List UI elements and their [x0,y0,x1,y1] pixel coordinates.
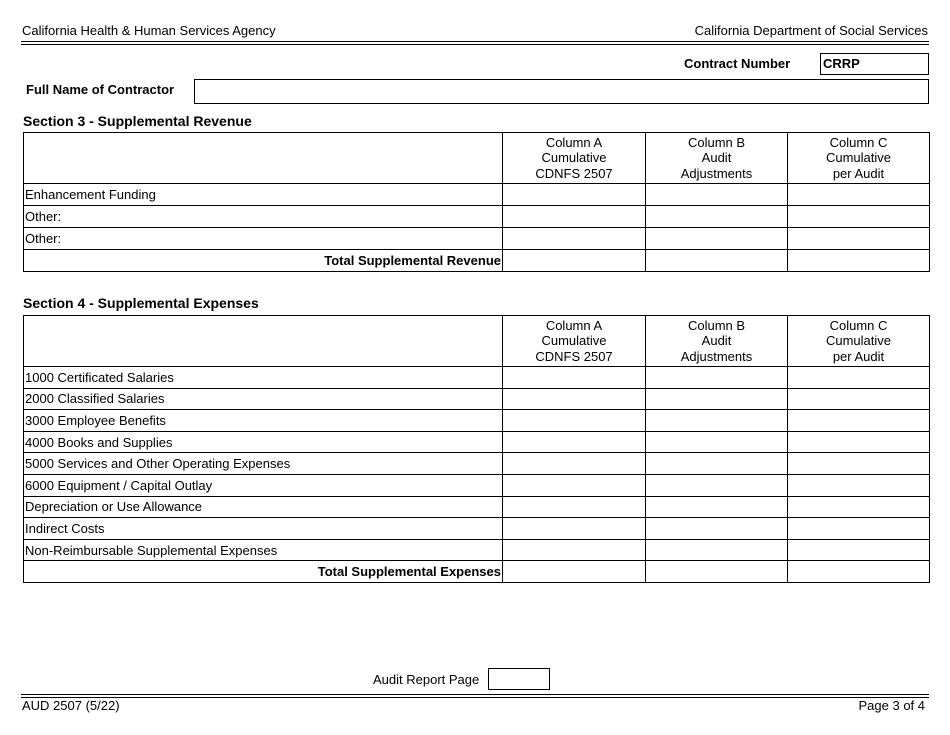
column-a-cell[interactable] [503,431,646,453]
table-row [24,184,930,206]
section4-table [23,315,930,583]
column-c-cell[interactable] [788,388,930,410]
total-row [24,561,930,583]
column-a-header: Column A Cumulative CDNFS 2507 [503,316,646,367]
contract-number-label: Contract Number [684,56,791,71]
column-b-cell[interactable] [646,431,788,453]
column-a-cell[interactable] [503,388,646,410]
column-c-cell[interactable] [788,184,930,206]
header-rule-top [21,41,929,42]
column-c-total[interactable] [788,250,930,272]
column-b-cell[interactable] [646,518,788,540]
column-a-cell[interactable] [503,410,646,432]
column-c-cell[interactable] [788,410,930,432]
column-b-cell[interactable] [646,228,788,250]
total-supplemental-revenue-label: Total Supplemental Revenue [24,250,503,272]
column-a-cell[interactable] [503,453,646,475]
section4-header-blank [24,316,503,367]
column-b-total[interactable] [646,250,788,272]
table-row [24,367,930,389]
section4-title: Section 4 - Supplemental Expenses [23,295,259,311]
row-label: Non-Reimbursable Supplemental Expenses [24,539,503,561]
table-row [24,228,930,250]
total-supplemental-expenses-label: Total Supplemental Expenses [24,561,503,583]
agency-name: California Health & Human Services Agency [22,23,276,38]
total-row [24,250,930,272]
column-a-cell[interactable] [503,367,646,389]
column-c-cell[interactable] [788,367,930,389]
column-b-cell[interactable] [646,539,788,561]
column-a-total[interactable] [503,250,646,272]
column-c-total[interactable] [788,561,930,583]
column-a-cell[interactable] [503,518,646,540]
column-c-cell[interactable] [788,496,930,518]
table-row [24,388,930,410]
table-row [24,539,930,561]
column-a-header: Column A Cumulative CDNFS 2507 [503,133,646,184]
column-c-cell[interactable] [788,431,930,453]
column-b-total[interactable] [646,561,788,583]
audit-report-page-field[interactable] [488,668,550,690]
column-b-cell[interactable] [646,453,788,475]
column-c-cell[interactable] [788,206,930,228]
table-row [24,453,930,475]
column-b-cell[interactable] [646,367,788,389]
contractor-name-label: Full Name of Contractor [26,82,175,97]
column-b-cell[interactable] [646,184,788,206]
row-label: 2000 Classified Salaries [24,388,503,410]
column-c-cell[interactable] [788,453,930,475]
row-label: Other: [24,228,503,250]
column-a-cell[interactable] [503,539,646,561]
row-label: 4000 Books and Supplies [24,431,503,453]
column-b-header: Column B Audit Adjustments [646,316,788,367]
column-b-cell[interactable] [646,206,788,228]
column-c-cell[interactable] [788,518,930,540]
header-rule-bottom [21,44,929,45]
column-c-header: Column C Cumulative per Audit [788,133,930,184]
column-b-cell[interactable] [646,388,788,410]
column-a-cell[interactable] [503,228,646,250]
contractor-name-field[interactable] [194,79,929,104]
row-label: 5000 Services and Other Operating Expenses [24,453,503,475]
column-a-cell[interactable] [503,184,646,206]
page-number: Page 3 of 4 [858,698,925,713]
column-b-cell[interactable] [646,474,788,496]
row-label: 6000 Equipment / Capital Outlay [24,474,503,496]
table-row [24,410,930,432]
table-row [24,518,930,540]
row-label: Depreciation or Use Allowance [24,496,503,518]
table-row [24,206,930,228]
form-id: AUD 2507 (5/22) [22,698,120,713]
table-row [24,496,930,518]
column-a-cell[interactable] [503,496,646,518]
column-c-cell[interactable] [788,474,930,496]
column-a-total[interactable] [503,561,646,583]
footer-rule-top [21,694,929,695]
audit-report-page-label: Audit Report Page [373,672,480,687]
section3-header-blank [24,133,503,184]
table-row [24,431,930,453]
row-label: Enhancement Funding [24,184,503,206]
column-b-cell[interactable] [646,410,788,432]
column-c-cell[interactable] [788,539,930,561]
table-row [24,474,930,496]
column-c-header: Column C Cumulative per Audit [788,316,930,367]
column-a-cell[interactable] [503,206,646,228]
section3-title: Section 3 - Supplemental Revenue [23,113,252,129]
row-label: Other: [24,206,503,228]
row-label: 1000 Certificated Salaries [24,367,503,389]
section3-table [23,132,930,272]
contract-number-field[interactable]: CRRP [820,53,929,75]
row-label: 3000 Employee Benefits [24,410,503,432]
column-a-cell[interactable] [503,474,646,496]
row-label: Indirect Costs [24,518,503,540]
column-b-header: Column B Audit Adjustments [646,133,788,184]
department-name: California Department of Social Services [694,23,928,38]
footer-rule-bottom [21,697,929,698]
column-c-cell[interactable] [788,228,930,250]
column-b-cell[interactable] [646,496,788,518]
